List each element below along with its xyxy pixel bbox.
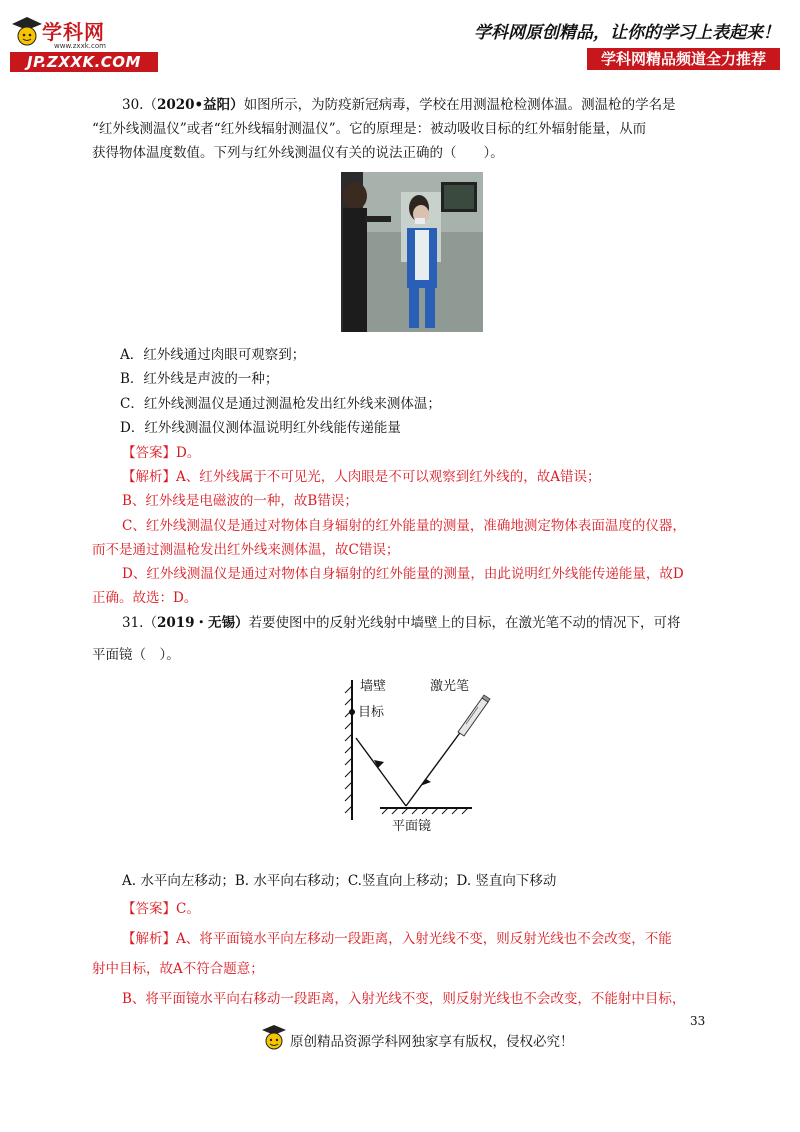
- q30-analysis-line4: 而不是通过测温枪发出红外线来测体温，故C错误；: [92, 542, 400, 558]
- q31-analysis-line3: B、将平面镜水平向右移动一段距离，入射光线不变，则反射光线也不会改变，不能射中目标，: [122, 991, 686, 1007]
- scholar-mascot-icon: [10, 14, 44, 50]
- reflection-diagram-svg: [340, 672, 500, 842]
- diagram-laser-label: 激光笔: [430, 679, 470, 694]
- target-dot: [349, 709, 355, 715]
- page-header: [0, 0, 800, 80]
- q31-analysis-line2: 射中目标，故A不符合题意；: [92, 961, 264, 977]
- logo-url-badge: JP.ZXXK.COM: [10, 52, 158, 72]
- q31-reflection-diagram: [340, 672, 500, 842]
- q31-options: A. 水平向左移动；B. 水平向右移动；C.竖直向上移动；D. 竖直向下移动: [122, 873, 557, 889]
- q30-stem-line1: [122, 96, 676, 114]
- logo-site-name: 学科网: [42, 20, 105, 44]
- q30-answer: 【答案】D。: [122, 445, 201, 461]
- q31-answer: 【答案】C。: [122, 901, 200, 917]
- q30-analysis-line6: 正确。故选：D。: [92, 590, 198, 606]
- header-slogan: 学科网原创精品，让你的学习上表起来！: [474, 23, 780, 43]
- q30-stem-line3: 获得物体温度数值。下列与红外线测温仪有关的说法正确的（ ）。: [92, 145, 504, 161]
- scholar-mascot-icon: [260, 1022, 288, 1052]
- q30-option-a: A．红外线通过肉眼可观察到；: [120, 347, 306, 363]
- q30-number: 30.（: [122, 97, 157, 113]
- q30-option-c: C．红外线测温仪是通过测温枪发出红外线来测体温；: [120, 396, 441, 412]
- header-banner: 学科网精品频道全力推荐: [587, 48, 780, 70]
- diagram-wall-label: 墙壁: [360, 679, 387, 694]
- footer-copyright: 原创精品资源学科网独家享有版权，侵权必究！: [290, 1034, 574, 1050]
- q30-analysis-line5: D、红外线测温仪是通过对物体自身辐射的红外能量的测量，由此说明红外线能传递能量，故D: [122, 566, 684, 582]
- q31-source: 2019・无锡）: [156, 615, 249, 631]
- q30-source: 2020•益阳）: [156, 97, 244, 113]
- q30-option-b: B．红外线是声波的一种；: [120, 371, 279, 387]
- q30-stem-line2: “红外线测温仪”或者“红外线辐射测温仪”。它的原理是：被动吸收目标的红外辐射能量，从而: [92, 121, 647, 137]
- q30-analysis-line2: B、红外线是电磁波的一种，故B错误；: [122, 493, 358, 509]
- q31-stem-line1: [122, 614, 681, 632]
- logo-subtitle: www.zxxk.com: [54, 42, 106, 50]
- diagram-mirror-label: 平面镜: [392, 819, 432, 834]
- diagram-target-label: 目标: [358, 705, 385, 720]
- q30-analysis-line1: 【解析】A、红外线属于不可见光，人肉眼是不可以观察到红外线的，故A错误；: [122, 469, 601, 485]
- q30-option-d: D．红外线测温仪测体温说明红外线能传递能量: [120, 420, 401, 436]
- zxxk-logo[interactable]: [10, 14, 160, 74]
- photo-illustration: [341, 172, 483, 332]
- page-number: 33: [690, 1014, 706, 1028]
- q31-number: 31.（: [122, 615, 157, 631]
- q31-stem-line2: 平面镜（ ）。: [92, 647, 180, 663]
- laser-pen-icon: [458, 695, 490, 736]
- q31-analysis-line1: 【解析】A、将平面镜水平向左移动一段距离，入射光线不变，则反射光线也不会改变，不能: [122, 931, 672, 947]
- q30-temperature-check-photo: [341, 172, 483, 332]
- q31-stem-text: 若要使图中的反射光线射中墙壁上的目标，在激光笔不动的情况下，可将: [248, 615, 681, 631]
- q30-analysis-line3: C、红外线测温仪是通过对物体自身辐射的红外能量的测量，准确地测定物体表面温度的仪器，: [122, 518, 686, 534]
- q30-stem-text: 如图所示，为防疫新冠病毒，学校在用测温枪检测体温。测温枪的学名是: [243, 97, 676, 113]
